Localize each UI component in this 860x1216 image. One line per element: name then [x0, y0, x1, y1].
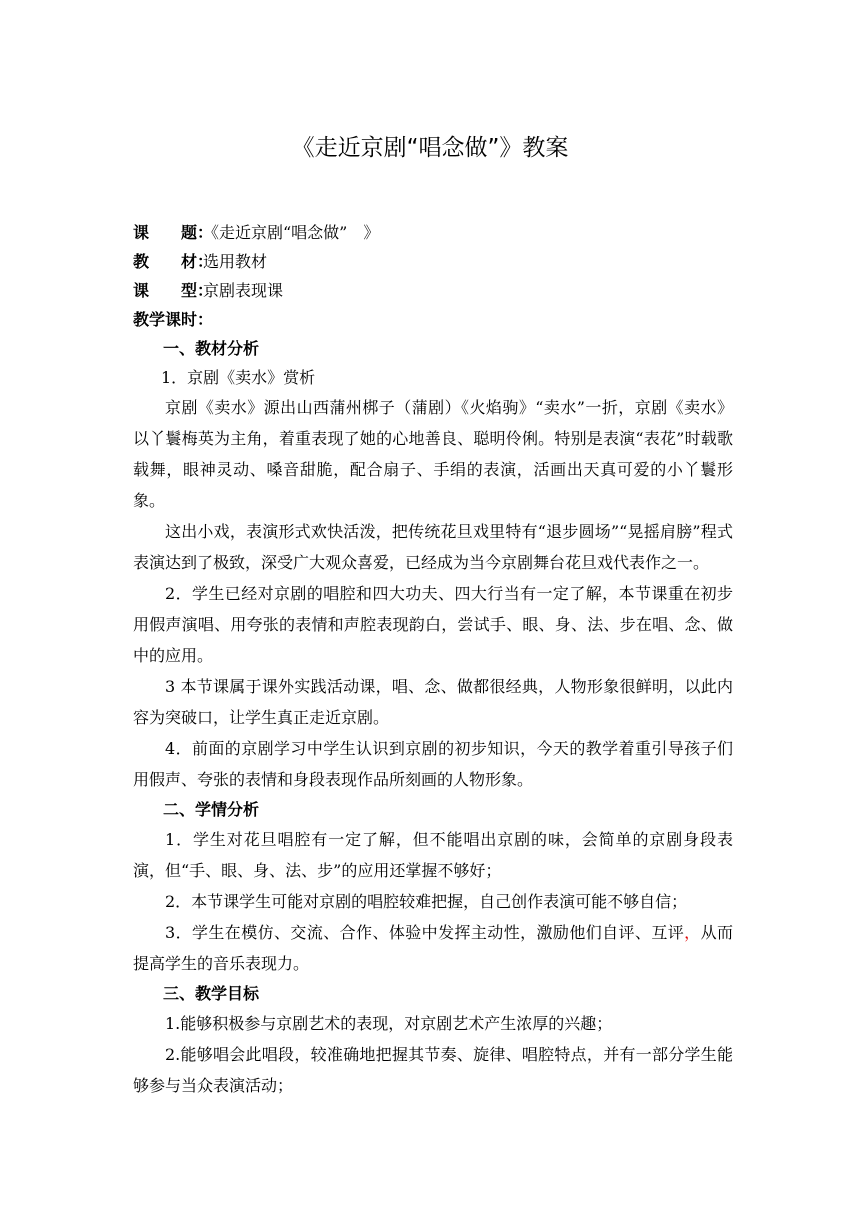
meta-type: [133, 276, 733, 305]
paragraph: 2．学生已经对京剧的唱腔和四大功夫、四大行当有一定了解，本节课重在初步用假声演唱、用夸张的表情和声腔表现韵白，尝试手、眼、身、法、步在唱、念、做中的应用。: [133, 584, 733, 665]
section-heading-students: 二、学情分析: [163, 800, 260, 819]
paragraph: 4．前面的京剧学习中学生认识到京剧的初步知识，今天的教学着重引导孩子们用假声、夸张的表情和身段表现作品所刻画的人物形象。: [133, 739, 733, 789]
paragraph-text: 3．学生在模仿、交流、合作、体验中发挥主动性，激励他们自评、互评: [165, 923, 685, 942]
paragraph: 2.能够唱会此唱段，较准确地把握其节奏、旋律、唱腔特点，并有一部分学生能够参与当众表演活动；: [133, 1045, 733, 1095]
meta-material-key: 教 材：: [133, 252, 214, 271]
meta-topic-value: 《走近京剧“唱念做” 》: [203, 223, 380, 242]
paragraph: [133, 917, 733, 979]
meta-type-value: 京剧表现课: [203, 281, 284, 300]
meta-hours: 教学课时：: [133, 310, 214, 329]
paragraph: 京剧《卖水》源出山西蒲州梆子（蒲剧）《火焰驹》“卖水”一折，京剧《卖水》以丫鬟梅英为主角，着重表现了她的心地善良、聪明伶俐。特别是表演“表花”时载歌载舞，眼神灵动、嗓音甜脆，配合扇子、手绢的表演，活画出天真可爱的小丫鬟形象。: [133, 398, 733, 510]
document-body: [133, 218, 733, 1101]
section-heading-analysis: 一、教材分析: [163, 339, 260, 358]
paragraph: 2．本节课学生可能对京剧的唱腔较难把握，自己创作表演可能不够自信；: [165, 892, 688, 911]
section-heading-goals: 三、教学目标: [163, 984, 260, 1003]
paragraph-text: 从而提高学生的音乐表现力。: [133, 923, 733, 973]
paragraph: 3 本节课属于课外实践活动课，唱、念、做都很经典，人物形象很鲜明，以此内容为突破口，让学生真正走近京剧。: [133, 677, 733, 727]
document-title: 《走近京剧“唱念做”》教案: [291, 135, 569, 161]
red-comma: ，: [684, 923, 701, 942]
meta-type-key: 课 型：: [133, 281, 214, 300]
paragraph: 1.能够积极参与京剧艺术的表现，对京剧艺术产生浓厚的兴趣；: [165, 1014, 613, 1033]
paragraph: 1．学生对花旦唱腔有一定了解，但不能唱出京剧的味，会简单的京剧身段表演，但“手、眼、身、法、步”的应用还掌握不够好；: [133, 830, 733, 880]
subsection-maishui: 1．京剧《卖水》赏析: [161, 368, 316, 387]
meta-material: [133, 247, 733, 276]
paragraph: 这出小戏，表演形式欢快活泼，把传统花旦戏里特有“退步圆场”“晃摇肩膀”程式表演达到了极致，深受广大观众喜爱，已经成为当今京剧舞台花旦戏代表作之一。: [133, 522, 733, 572]
meta-material-value: 选用教材: [203, 252, 268, 271]
meta-topic: [133, 218, 733, 247]
meta-topic-key: 课 题：: [133, 223, 214, 242]
